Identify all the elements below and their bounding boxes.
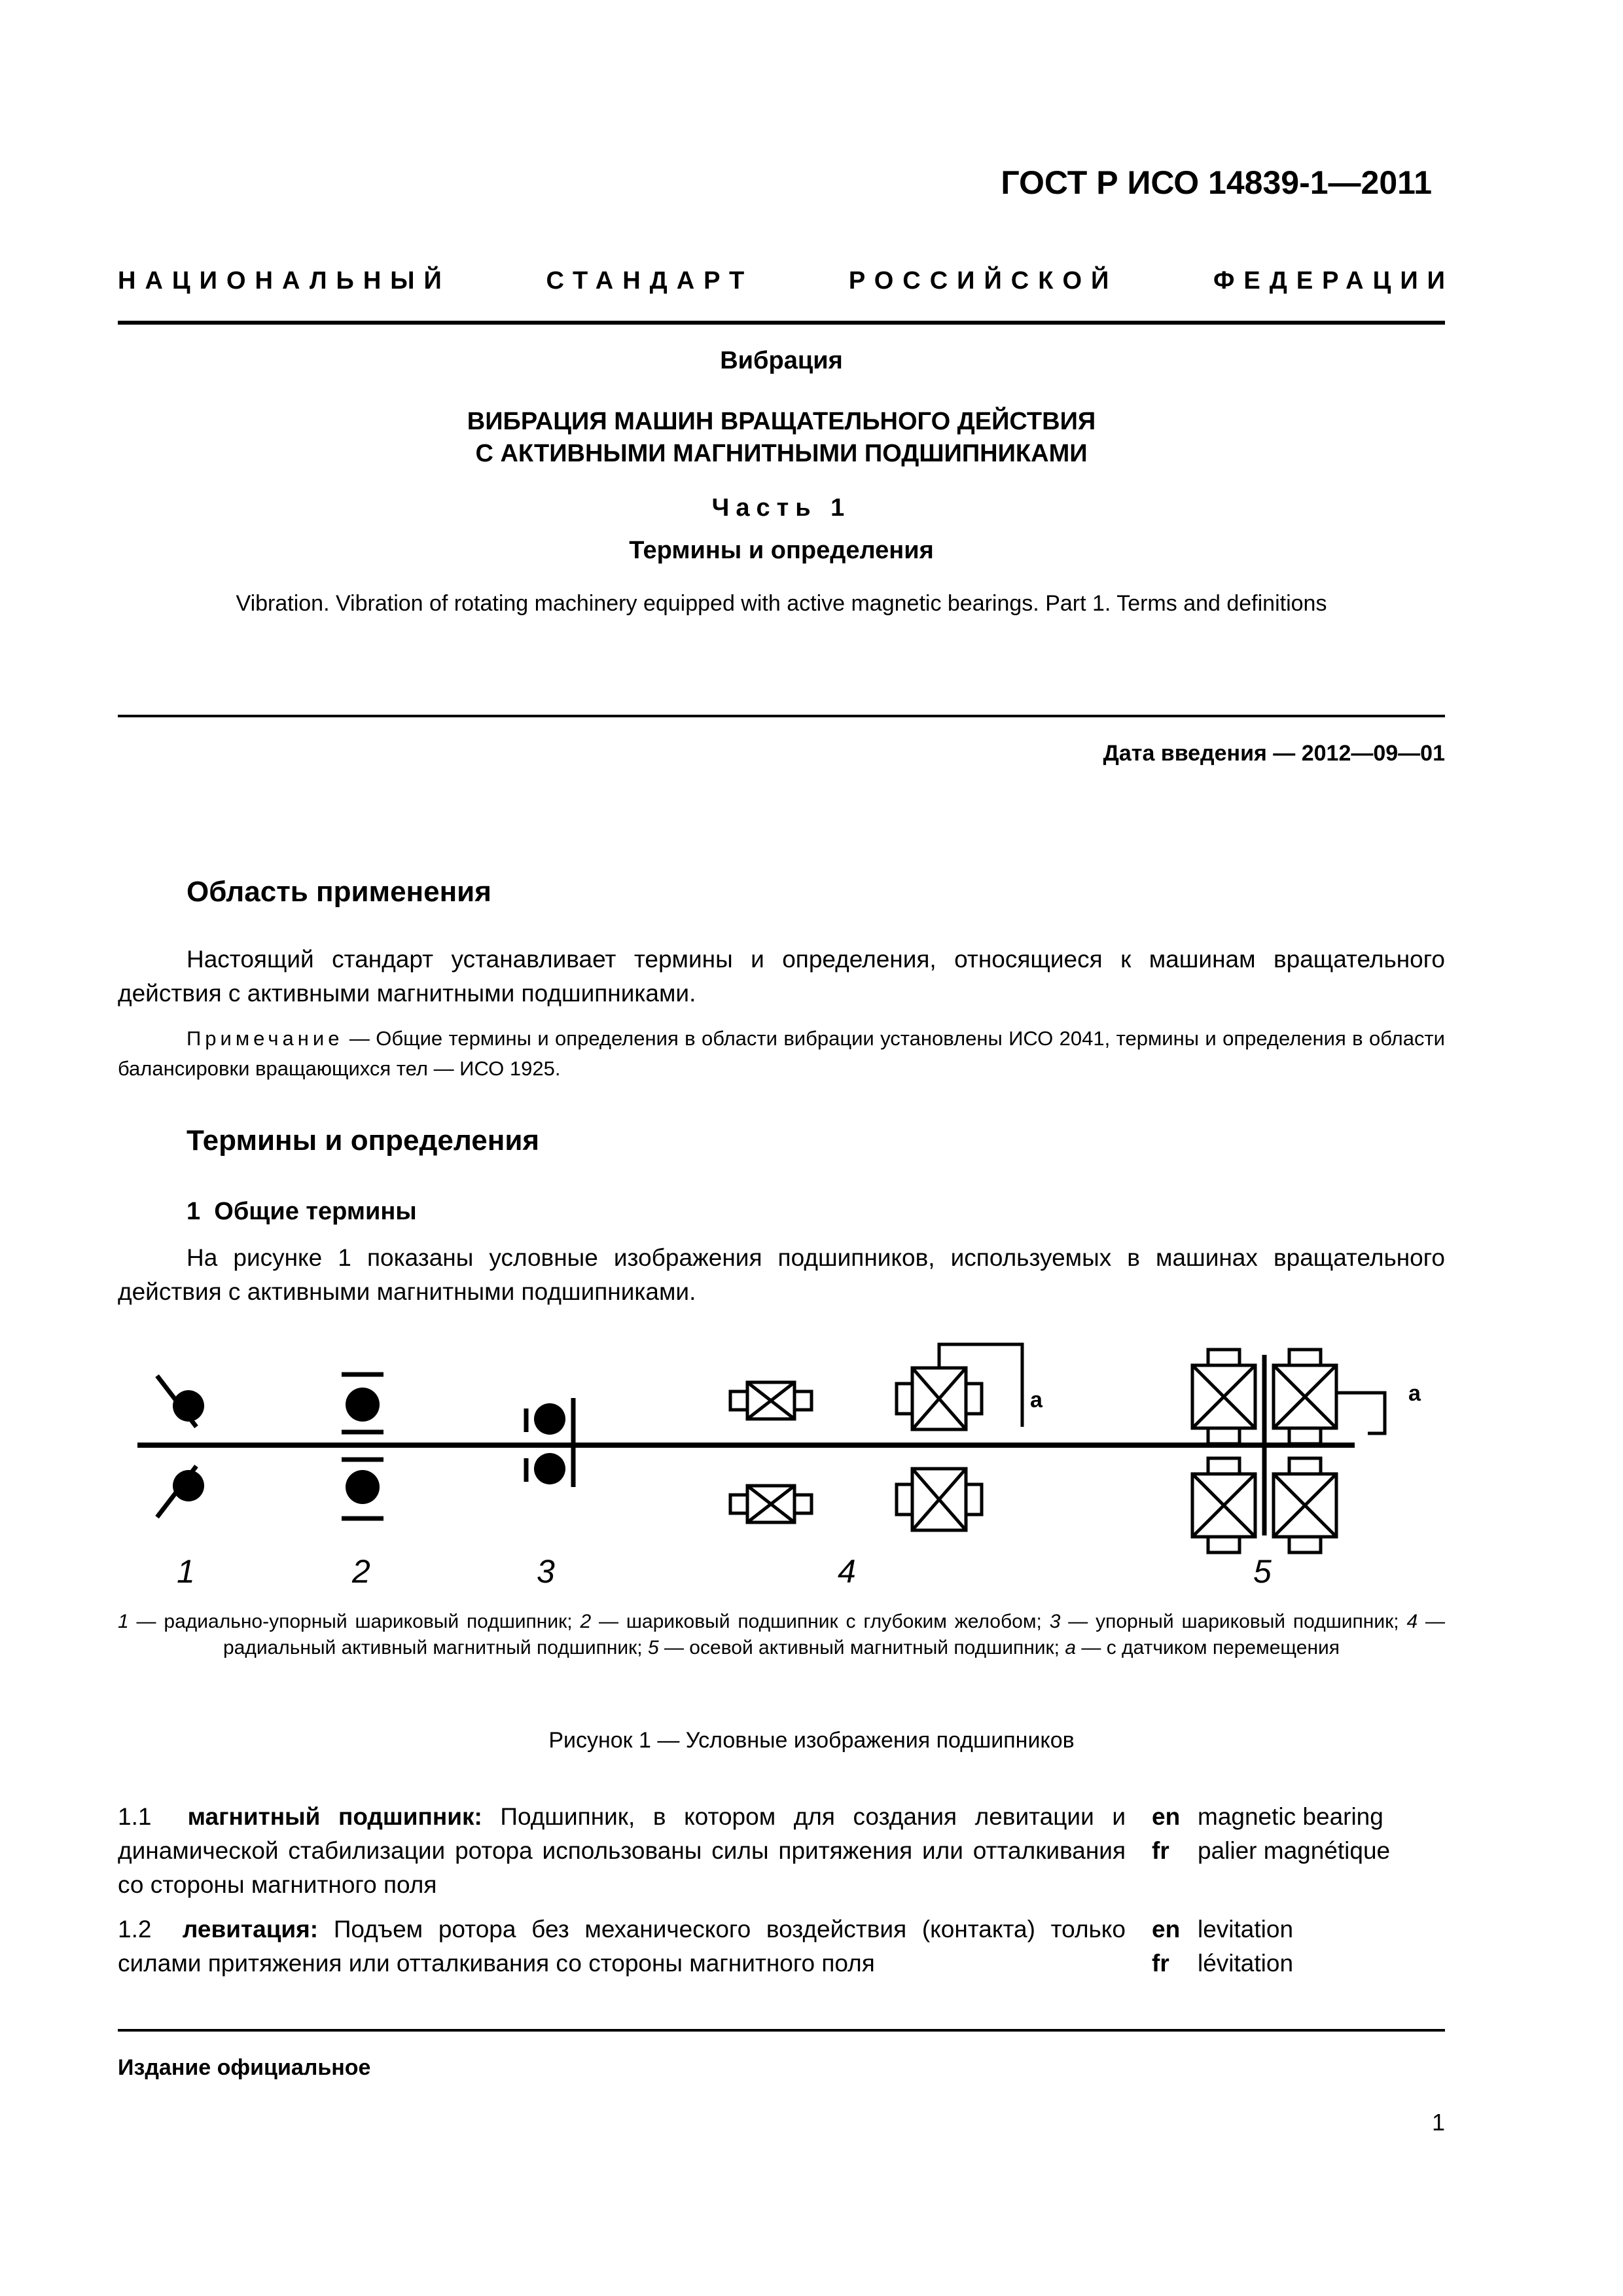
subsection-title: Общие термины [214, 1198, 417, 1225]
legend-num-4: 4 [1406, 1611, 1418, 1632]
figure-number-3: 3 [537, 1553, 555, 1590]
legend-num-5: 5 [647, 1637, 659, 1659]
legend-text-5: — осевой активный магнитный подшипник; [658, 1637, 1065, 1659]
footer-rule [118, 2029, 1445, 2032]
national-standard-line [118, 267, 1454, 295]
en-term-1-2: levitation [1198, 1916, 1294, 1943]
official-edition: Издание официальное [118, 2055, 371, 2080]
fr-term-1-2: lévitation [1198, 1950, 1294, 1977]
figure-number-5: 5 [1253, 1553, 1272, 1590]
fr-term-1-1: palier magnétique [1198, 1837, 1391, 1864]
term-number-1-2: 1.2 [118, 1916, 152, 1943]
scope-heading: Область применения [187, 876, 491, 908]
title-part: Часть 1 [711, 494, 851, 522]
figure-legend [118, 1609, 1445, 1661]
figure-number-2: 2 [352, 1553, 370, 1590]
national-word-4: ФЕДЕРАЦИИ [1213, 267, 1454, 295]
term-translations-1-2 [1152, 1912, 1445, 1981]
national-word-2: СТАНДАРТ [546, 267, 754, 295]
page-number: 1 [1431, 2109, 1445, 2136]
terms-intro-text: На рисунке 1 показаны условные изображения подшипников, используемых в машинах вращательного действия с активными магнитными подшипниками. [118, 1244, 1445, 1305]
header-rule [118, 321, 1445, 325]
legend-text-3: — упорный шариковый подшипник; [1060, 1611, 1407, 1632]
term-definition-1-2 [118, 1912, 1126, 1981]
term-definition-1-1 [118, 1800, 1126, 1902]
en-term-1-1: magnetic bearing [1198, 1803, 1383, 1830]
term-text-1-1: Подшипник, в котором для создания левитации и динамической стабилизации ротора использованы силы притяжения или отталкивания со стороны магнитного поля [118, 1803, 1126, 1898]
term-number-1-1: 1.1 [118, 1803, 152, 1830]
title-group: Вибрация [720, 347, 843, 374]
title-line-2: С АКТИВНЫМИ МАГНИТНЫМИ ПОДШИПНИКАМИ [475, 440, 1088, 467]
title-subtitle: Термины и определения [629, 537, 934, 564]
fr-code-1-2: fr [1152, 1950, 1169, 1977]
title-line-1: ВИБРАЦИЯ МАШИН ВРАЩАТЕЛЬНОГО ДЕЙСТВИЯ [467, 408, 1096, 435]
legend-text-4: — радиальный активный магнитный подшипник; [223, 1611, 1445, 1659]
sensor-label-5: a [1408, 1381, 1421, 1406]
terms-heading: Термины и определения [187, 1124, 540, 1157]
national-word-3: РОССИЙСКОЙ [848, 267, 1118, 295]
legend-num-3: 3 [1049, 1611, 1061, 1632]
fr-code-1-1: fr [1152, 1837, 1169, 1864]
en-code-1-1: en [1152, 1803, 1181, 1830]
terms-intro [118, 1241, 1445, 1309]
scope-text-content: Настоящий стандарт устанавливает термины и определения, относящиеся к машинам вращательного действия с активными магнитными подшипниками. [118, 946, 1445, 1007]
legend-num-1: 1 [118, 1611, 129, 1632]
en-code-1-2: en [1152, 1916, 1181, 1943]
term-text-1-2: Подъем ротора без механического воздействия (контакта) только силами притяжения или отталкивания со стороны магнитного поля [118, 1916, 1126, 1977]
legend-num-a: a [1065, 1637, 1077, 1659]
radial-active-magnetic-bearing-with-sensor-symbol [897, 1344, 1022, 1530]
legend-text-a: — с датчиком перемещения [1076, 1637, 1340, 1659]
sensor-label-4: a [1030, 1388, 1043, 1412]
title-rule [118, 715, 1445, 717]
term-name-1-1: магнитный подшипник: [187, 1803, 482, 1830]
axial-active-magnetic-bearing-symbol [1192, 1350, 1385, 1552]
document-code: ГОСТ Р ИСО 14839-1—2011 [1001, 164, 1432, 201]
note-text: — Общие термины и определения в области вибрации установлены ИСО 2041, термины и определения в области балансировки вращающихся тел — ИСО 1925. [118, 1027, 1445, 1080]
figure-number-1: 1 [177, 1553, 195, 1590]
term-translations-1-1 [1152, 1800, 1445, 1868]
legend-text-2: — шариковый подшипник с глубоким желобом; [591, 1611, 1050, 1632]
legend-text-1: — радиально-упорный шариковый подшипник; [128, 1611, 580, 1632]
note-label: Примечание [187, 1027, 344, 1050]
term-name-1-2: левитация: [182, 1916, 319, 1943]
scope-text [118, 942, 1445, 1011]
radial-active-magnetic-bearing-symbol [730, 1382, 812, 1522]
bearing-symbols-figure [0, 1309, 1623, 1610]
figure-caption: Рисунок 1 — Условные изображения подшипников [548, 1728, 1075, 1753]
subsection-heading [187, 1198, 417, 1226]
introduction-date: Дата введения — 2012—09—01 [1103, 741, 1445, 766]
title-english: Vibration. Vibration of rotating machinery equipped with active magnetic bearings. Part 1. Terms and definitions [236, 591, 1327, 616]
scope-note [118, 1024, 1445, 1084]
figure-number-4: 4 [838, 1553, 856, 1590]
subsection-number: 1 [187, 1198, 201, 1225]
legend-num-2: 2 [580, 1611, 592, 1632]
national-word-1: НАЦИОНАЛЬНЫЙ [118, 267, 451, 295]
